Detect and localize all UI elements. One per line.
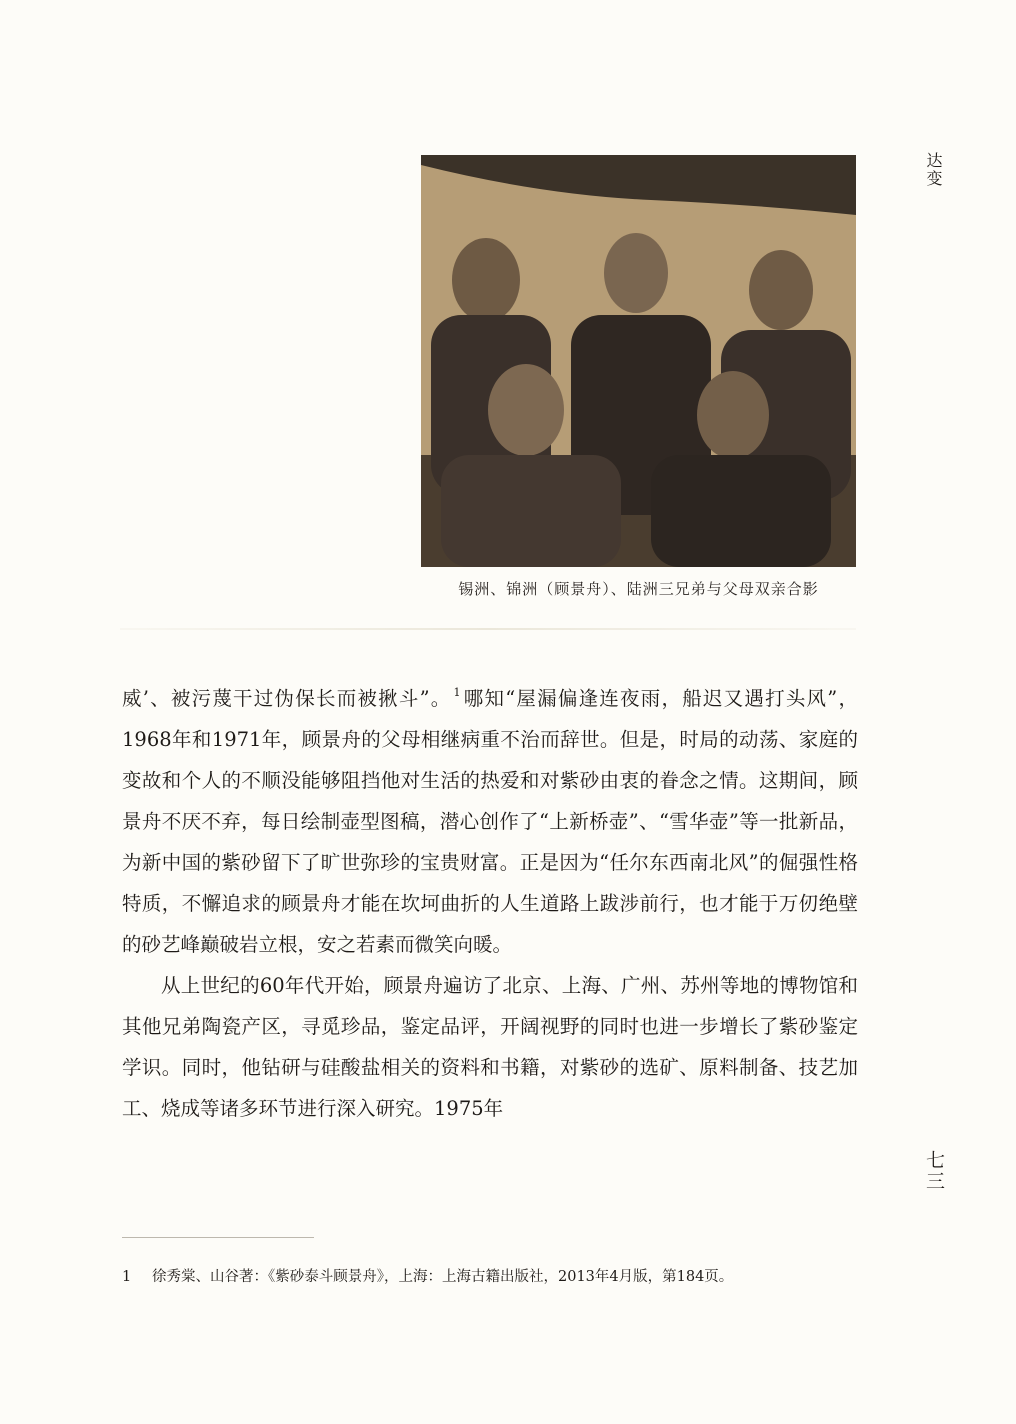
figure-caption: 锡洲、锦洲（顾景舟）、陆洲三兄弟与父母双亲合影 xyxy=(458,580,819,598)
body-text xyxy=(122,672,858,1129)
page-number: 七三 xyxy=(923,1150,945,1192)
paragraph-1-rest: 哪知“屋漏偏逢连夜雨，船迟又遇打头风”，1968年和1971年，顾景舟的父母相继病重不治而辞世。但是，时局的动荡、家庭的变故和个人的不顺没能够阻挡他对生活的热爱和对紫砂由衷的眷念之情。这期间，顾景舟不厌不弃，每日绘制壶型图稿，潜心创作了“上新桥壶”、“雪华壶”等一批新品，为新中国的紫砂留下了旷世弥珍的宝贵财富。正是因为“任尔东西南北风”的倔强性格特质，不懈追求的顾景舟才能在坎坷曲折的人生道路上跋涉前行，也才能于万仞绝壁的砂艺峰巅破岩立根，安之若素而微笑向暖。 xyxy=(122,687,858,956)
running-title: 达变 xyxy=(924,152,943,188)
paragraph-2: 从上世纪的60年代开始，顾景舟遍访了北京、上海、广州、苏州等地的博物馆和其他兄弟陶瓷产区，寻觅珍品，鉴定品评，开阔视野的同时也进一步增长了紫砂鉴定学识。同时，他钻研与硅酸盐相关的资料和书籍，对紫砂的选矿、原料制备、技艺加工、烧成等诸多环节进行深入研究。1975年 xyxy=(122,974,858,1120)
footnote-reference: 1 xyxy=(453,686,461,699)
footnote-divider xyxy=(122,1237,314,1238)
section-divider xyxy=(120,628,856,630)
footnote xyxy=(122,1266,882,1288)
footnote-number: 1 xyxy=(122,1269,132,1285)
family-photo xyxy=(421,155,856,567)
footnote-text: 徐秀棠、山谷著：《紫砂泰斗顾景舟》，上海：上海古籍出版社，2013年4月版，第184页。 xyxy=(152,1269,734,1285)
paragraph-1 xyxy=(122,672,858,965)
paragraph-1-start: 威’、被污蔑干过伪保长而被揪斗”。 xyxy=(122,687,452,710)
